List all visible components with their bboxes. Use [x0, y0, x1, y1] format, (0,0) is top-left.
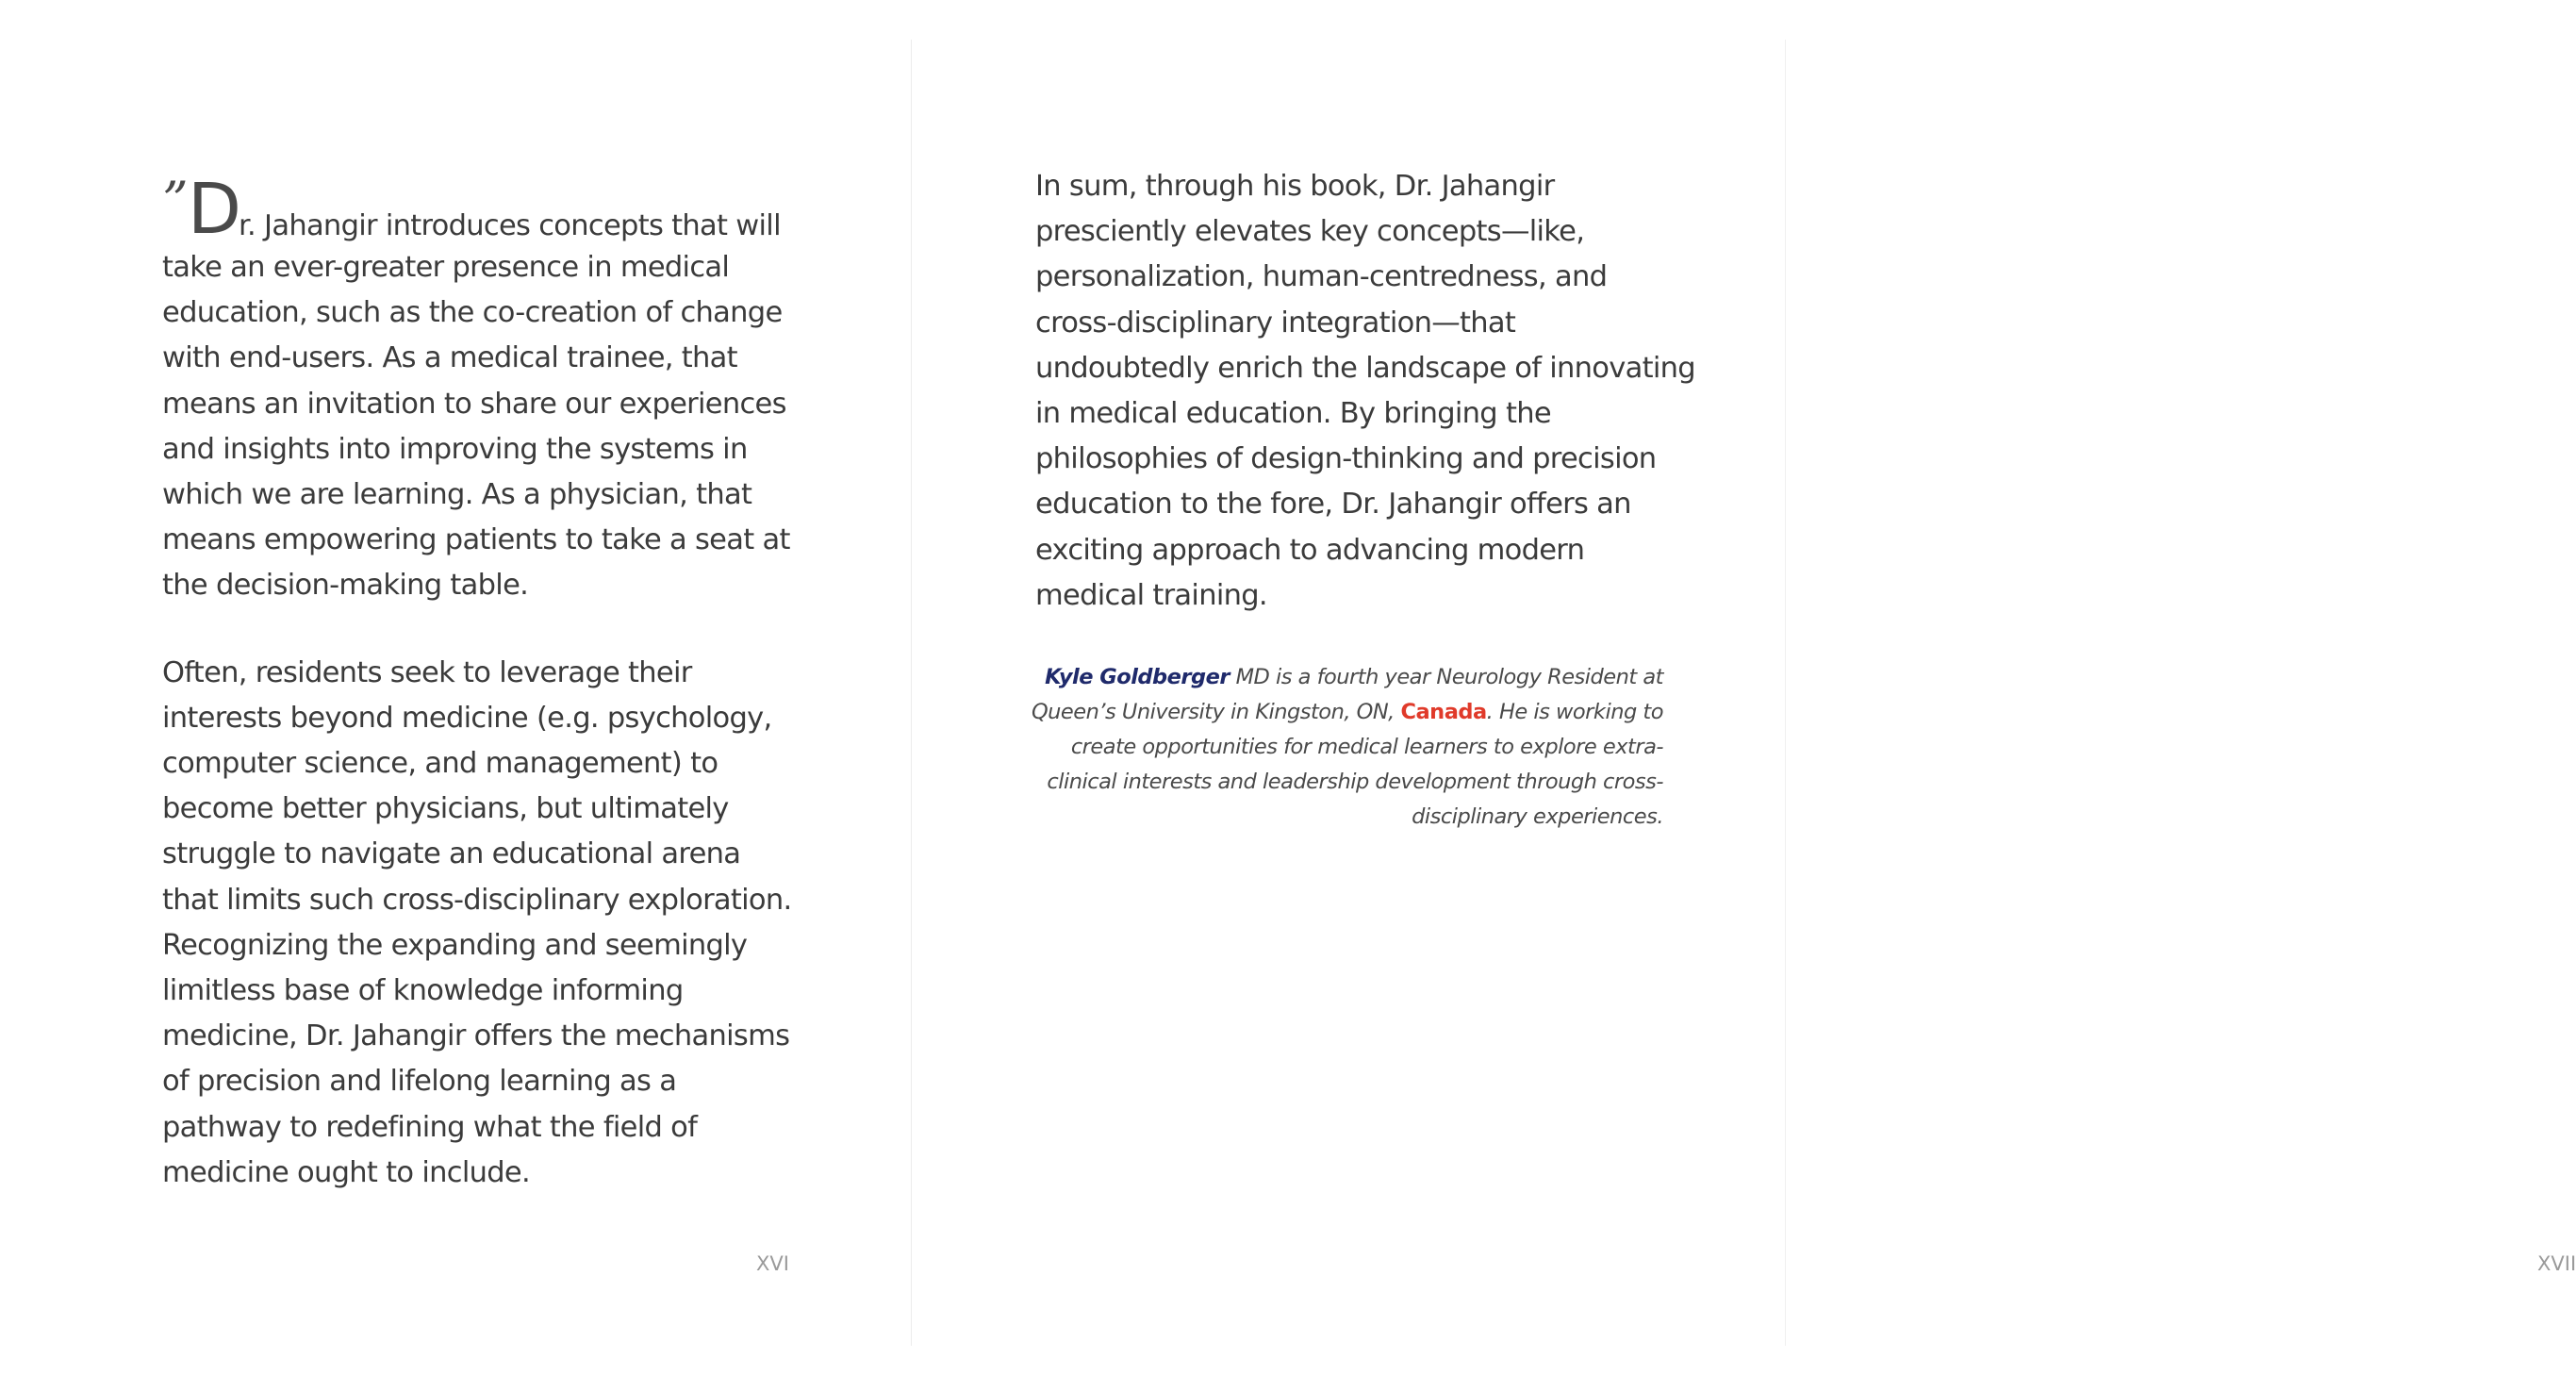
bio-text-1: MD is a fourth year Neurology Resident at Queen’s University in Kingston, ON, — [1031, 665, 1663, 724]
paragraph-2: Often, residents seek to leverage their interests beyond medicine (e.g. psychology, computer science, and management) to become better physicians, but ultimately struggle to navigate an educational arena that limits such cross-disciplinary exploration. Recognizing the expanding and seemingly limitless base of knowledge informing medicine, Dr. Jahangir offers the mechanisms of precision and lifelong learning as a pathway to redefining what the field of medicine ought to include. — [162, 655, 792, 1189]
left-column — [162, 169, 803, 1196]
right-column — [1035, 164, 1695, 619]
author-name: Kyle Goldberger — [1045, 665, 1230, 689]
first-line-text: r. Jahangir introduces concepts that will — [239, 209, 781, 242]
opening-paragraph — [162, 169, 803, 609]
paragraph-1-text: take an ever-greater presence in medical education, such as the co-creation of change with end-users. As a medical trainee, that means an invitation to share our experiences and insights into improving the systems in which we are learning. As a physician, that means empowering patients to take a seat at the decision-making table. — [162, 251, 790, 603]
left-page — [0, 0, 911, 1375]
dropcap-line — [162, 169, 803, 250]
drop-cap-letter: D — [188, 169, 241, 250]
page-number-left: XVI — [756, 1252, 789, 1275]
page-edge — [1785, 40, 1786, 1346]
bio-text-2: . He is working to create opportunities for medical learners to explore extra-clinical interests and leadership development through cross-disciplinary experiences. — [1047, 700, 1663, 829]
country-highlight: Canada — [1400, 700, 1487, 724]
closing-paragraph: In sum, through his book, Dr. Jahangir presciently elevates key concepts—like, personalization, human-centredness, and cross-disciplinary integration—that undoubtedly enrich the landscape of innovating in medical education. By bringing the philosophies of design-thinking and precision education to the fore, Dr. Jahangir offers an exciting approach to advancing modern medical training. — [1035, 170, 1695, 612]
opening-quote-mark: ” — [162, 171, 188, 230]
page-number-right: XVII — [2537, 1252, 2576, 1275]
author-bio — [1009, 660, 1663, 835]
